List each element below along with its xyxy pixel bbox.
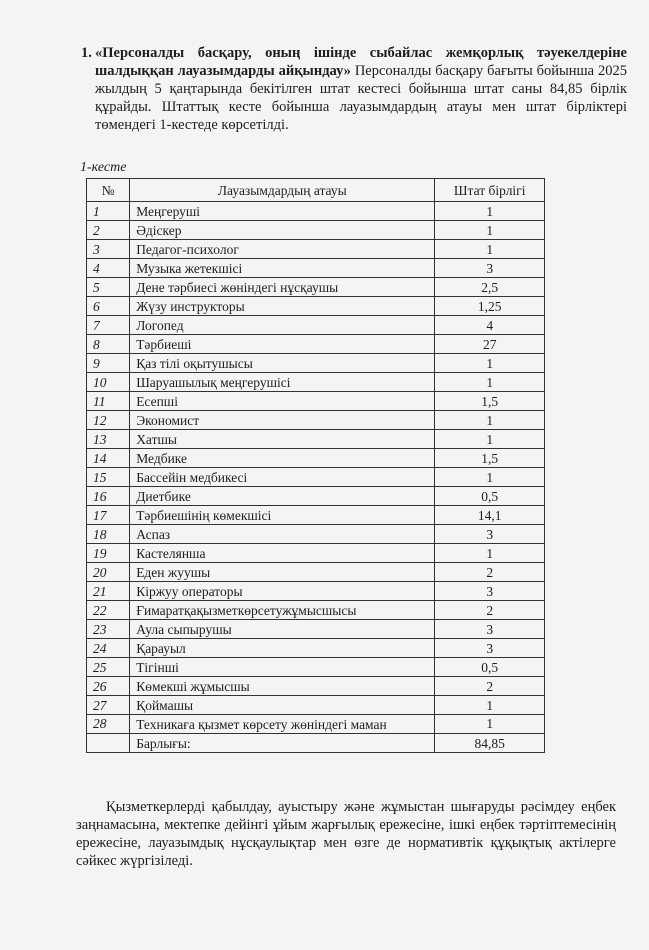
row-number: 6 [87, 297, 130, 316]
row-number: 16 [87, 487, 130, 506]
row-number: 14 [87, 449, 130, 468]
row-number: 20 [87, 563, 130, 582]
staff-units: 0,5 [435, 487, 545, 506]
position-name: Еден жуушы [130, 563, 435, 582]
position-name: Аула сыпырушы [130, 620, 435, 639]
staff-units: 3 [435, 259, 545, 278]
position-name: Хатшы [130, 430, 435, 449]
row-number: 15 [87, 468, 130, 487]
table-row [87, 392, 545, 411]
position-name: Жүзу инструкторы [130, 297, 435, 316]
total-row [87, 734, 545, 753]
position-name: Музыка жетекшісі [130, 259, 435, 278]
total-value: 84,85 [435, 734, 545, 753]
staff-units: 1 [435, 411, 545, 430]
table-header-row [87, 179, 545, 202]
position-name: Кіржуу операторы [130, 582, 435, 601]
table-row [87, 335, 545, 354]
row-number: 5 [87, 278, 130, 297]
staff-units: 1 [435, 468, 545, 487]
table-row [87, 202, 545, 221]
row-number: 2 [87, 221, 130, 240]
staff-units: 1,5 [435, 392, 545, 411]
staff-units: 1,5 [435, 449, 545, 468]
total-label: Барлығы: [130, 734, 435, 753]
table-row [87, 221, 545, 240]
row-number: 3 [87, 240, 130, 259]
staff-units: 2 [435, 677, 545, 696]
staff-units: 3 [435, 582, 545, 601]
position-name: Тәрбиешінің көмекшісі [130, 506, 435, 525]
table-row [87, 297, 545, 316]
table-row [87, 430, 545, 449]
header-units: Штат бірлігі [435, 179, 545, 202]
position-name: Қарауыл [130, 639, 435, 658]
row-number: 21 [87, 582, 130, 601]
staff-units: 27 [435, 335, 545, 354]
row-number: 25 [87, 658, 130, 677]
position-name: Логопед [130, 316, 435, 335]
row-number: 19 [87, 544, 130, 563]
table-row [87, 506, 545, 525]
row-number: 4 [87, 259, 130, 278]
row-number: 12 [87, 411, 130, 430]
table-row [87, 601, 545, 620]
position-name: Қоймашы [130, 696, 435, 715]
position-name: Бассейін медбикесі [130, 468, 435, 487]
staff-units: 1 [435, 240, 545, 259]
table-row [87, 411, 545, 430]
row-number: 28 [87, 715, 130, 734]
table-row [87, 563, 545, 582]
table-row [87, 449, 545, 468]
staff-units: 1 [435, 715, 545, 734]
row-number: 9 [87, 354, 130, 373]
row-number: 18 [87, 525, 130, 544]
table-row [87, 487, 545, 506]
table-row [87, 354, 545, 373]
table-row [87, 582, 545, 601]
header-number: № [87, 179, 130, 202]
table-row [87, 316, 545, 335]
position-name: Шаруашылық меңгерушісі [130, 373, 435, 392]
row-number: 24 [87, 639, 130, 658]
table-row [87, 696, 545, 715]
footer-paragraph: Қызметкерлерді қабылдау, ауыстыру және жұмыстан шығаруды рәсімдеу еңбек заңнамасына, мектепке дейінгі ұйым жарғылық ережесіне, ішкі еңбек тәртіптемесінің ережесіне, лауазымдық нұсқаулықтар мен өзге де нормативтік құқықтық актілерге сәйкес жүргізіледі. [76, 799, 616, 869]
staff-units: 2 [435, 601, 545, 620]
staff-units: 2,5 [435, 278, 545, 297]
table-row [87, 373, 545, 392]
row-number: 1 [87, 202, 130, 221]
row-number: 13 [87, 430, 130, 449]
position-name: Диетбике [130, 487, 435, 506]
position-name: Қаз тілі оқытушысы [130, 354, 435, 373]
total-empty-cell [87, 734, 130, 753]
row-number: 26 [87, 677, 130, 696]
table-row [87, 278, 545, 297]
position-name: Педагог-психолог [130, 240, 435, 259]
section-title: «Персоналды басқару, оның ішінде сыбайлас жемқорлық тәуекелдеріне шалдыққан лауазымдарды айқындау» [95, 45, 627, 79]
position-name: Көмекші жұмысшы [130, 677, 435, 696]
staff-units: 1 [435, 354, 545, 373]
staff-units: 1,25 [435, 297, 545, 316]
staff-units: 1 [435, 544, 545, 563]
table-row [87, 620, 545, 639]
staff-units: 1 [435, 430, 545, 449]
staff-units: 2 [435, 563, 545, 582]
section-text: Персоналды басқару бағыты бойынша 2025 жылдың 5 қаңтарында бекітілген штат кестесі бойынша штат саны 84,85 бірлік құрайды. Штаттық кесте бойынша лауазымдардың атауы мен штат бірліктері төмендегі 1-кестеде көрсетілді. [95, 63, 627, 133]
table-row [87, 525, 545, 544]
table-row [87, 468, 545, 487]
position-name: Дене тәрбиесі жөніндегі нұсқаушы [130, 278, 435, 297]
staff-units: 0,5 [435, 658, 545, 677]
row-number: 17 [87, 506, 130, 525]
table-row [87, 715, 545, 734]
table-row [87, 259, 545, 278]
staff-units: 1 [435, 221, 545, 240]
position-name: Тәрбиеші [130, 335, 435, 354]
row-number: 10 [87, 373, 130, 392]
staff-units: 1 [435, 696, 545, 715]
table-row [87, 544, 545, 563]
position-name: Ғимаратқақызметкөрсетужұмысшысы [130, 601, 435, 620]
row-number: 27 [87, 696, 130, 715]
row-number: 22 [87, 601, 130, 620]
row-number: 8 [87, 335, 130, 354]
position-name: Кастелянша [130, 544, 435, 563]
table-row [87, 677, 545, 696]
position-name: Меңгеруші [130, 202, 435, 221]
position-name: Есепші [130, 392, 435, 411]
row-number: 7 [87, 316, 130, 335]
position-name: Әдіскер [130, 221, 435, 240]
staff-units: 1 [435, 202, 545, 221]
section-heading [81, 44, 627, 134]
table-row [87, 240, 545, 259]
position-name: Аспаз [130, 525, 435, 544]
staff-units: 14,1 [435, 506, 545, 525]
header-position: Лауазымдардың атауы [130, 179, 435, 202]
position-name: Техникаға қызмет көрсету жөніндегі маман [130, 715, 435, 734]
position-name: Медбике [130, 449, 435, 468]
table-row [87, 658, 545, 677]
table-row [87, 639, 545, 658]
staff-units: 3 [435, 639, 545, 658]
staff-units: 3 [435, 525, 545, 544]
staff-units: 4 [435, 316, 545, 335]
staff-units: 3 [435, 620, 545, 639]
section-number: 1. [81, 45, 92, 61]
staff-units: 1 [435, 373, 545, 392]
row-number: 11 [87, 392, 130, 411]
staff-table [86, 178, 545, 753]
position-name: Тігінші [130, 658, 435, 677]
table-caption: 1-кесте [80, 160, 127, 175]
row-number: 23 [87, 620, 130, 639]
position-name: Экономист [130, 411, 435, 430]
